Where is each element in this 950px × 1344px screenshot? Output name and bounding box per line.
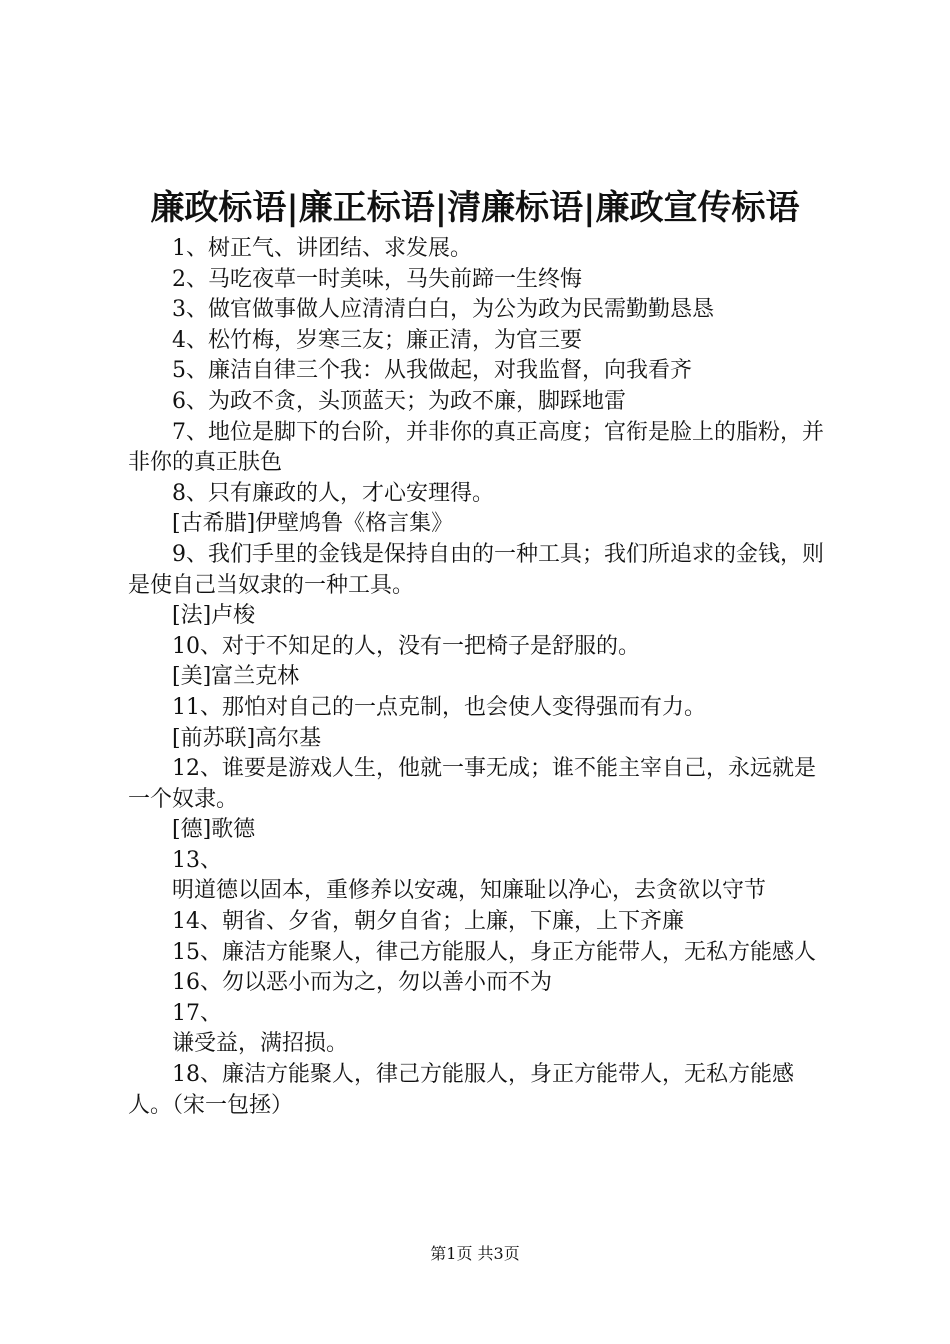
paragraph: 6、为政不贪，头顶蓝天；为政不廉，脚踩地雷 [172, 388, 626, 414]
paragraph: 1、树正气、讲团结、求发展。 [172, 236, 472, 261]
paragraph: 谦受益，满招损。 [172, 1031, 349, 1057]
paragraph: 3、做官做事做人应清清白白，为公为政为民需勤勤恳恳 [172, 297, 714, 323]
paragraph: 13、 [172, 847, 222, 873]
quote-attribution: [德]歌德 [172, 817, 256, 843]
paragraph: 2、马吃夜草一时美味，马失前蹄一生终悔 [172, 266, 582, 292]
paragraph: 8、只有廉政的人，才心安理得。 [172, 480, 494, 506]
paragraph: 18、廉洁方能聚人，律己方能服人，身正方能带人，无私方能感人。（宋一包拯） [128, 1062, 794, 1118]
paragraph: 16、勿以恶小而为之，勿以善小而不为 [172, 970, 552, 996]
paragraph: 11、那怕对自己的一点克制，也会使人变得强而有力。 [172, 694, 706, 720]
quote-attribution: [美]富兰克林 [172, 664, 300, 690]
paragraph: 15、廉洁方能聚人，律己方能服人，身正方能带人，无私方能感人 [172, 939, 816, 965]
paragraph: 10、对于不知足的人，没有一把椅子是舒服的。 [172, 633, 640, 659]
paragraph: 12、谁要是游戏人生，他就一事无成；谁不能主宰自己，永远就是一个奴隶。 [128, 756, 816, 812]
paragraph: 5、廉洁自律三个我：从我做起，对我监督，向我看齐 [172, 358, 692, 384]
paragraph: 4、松竹梅，岁寒三友；廉正清，为官三要 [172, 327, 582, 353]
paragraph: 17、 [172, 1000, 222, 1026]
quote-attribution: [前苏联]高尔基 [172, 725, 322, 751]
paragraph: 14、朝省、夕省，朝夕自省；上廉，下廉，上下齐廉 [172, 909, 684, 935]
paragraph: 明道德以固本，重修养以安魂，知廉耻以净心，去贪欲以守节 [172, 878, 767, 904]
page-number-footer: 第1页 共3页 [430, 1244, 520, 1263]
paragraph: 9、我们手里的金钱是保持自由的一种工具；我们所追求的金钱，则是使自己当奴隶的一种工具。 [128, 541, 824, 598]
quote-attribution: [法]卢梭 [172, 603, 256, 629]
paragraph: 7、地位是脚下的台阶，并非你的真正高度；官衔是脸上的脂粉，并非你的真正肤色 [128, 419, 824, 476]
document-body [128, 234, 832, 1121]
quote-attribution: [古希腊]伊壁鸠鲁《格言集》 [172, 511, 454, 537]
document-title: 廉政标语|廉正标语|清廉标语|廉政宣传标语 [150, 188, 800, 228]
